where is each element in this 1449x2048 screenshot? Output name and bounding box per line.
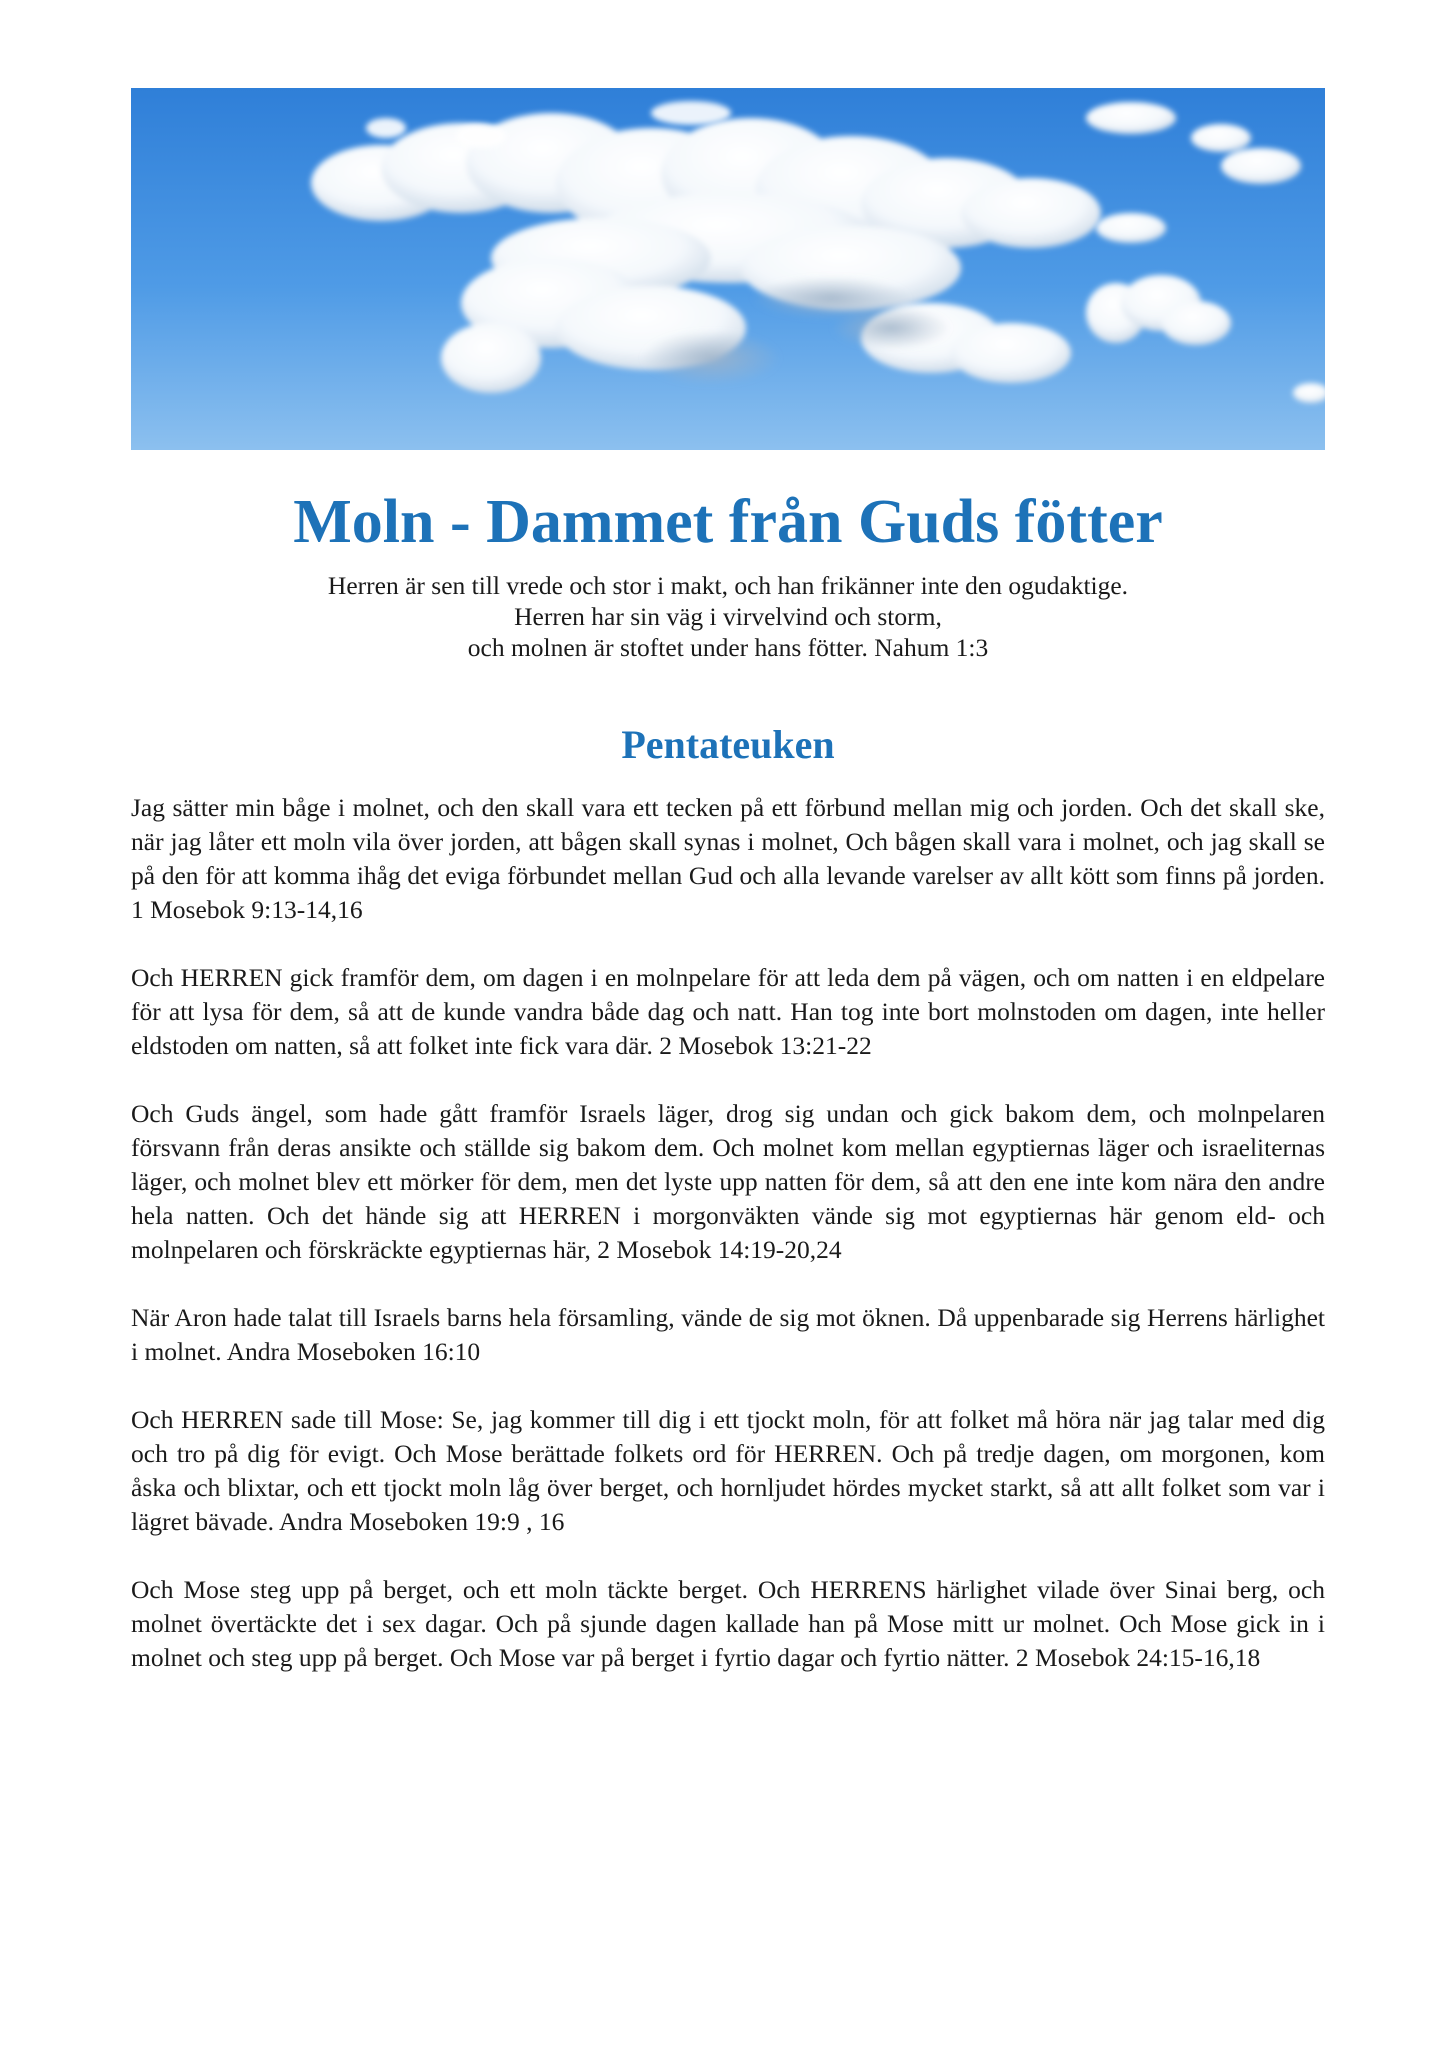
scripture-passage: Och Guds ängel, som hade gått framför Israels läger, drog sig undan och gick bakom dem, och molnpelaren försvann från deras ansikte och ställde sig bakom dem. Och molnet kom mellan egyptiernas läger och israeliternas läger, och molnet blev ett mörker för dem, men det lyste upp natten för dem, så att den ene inte kom nära den andre hela natten. Och det hände sig att HERREN i morgonväkten vände sig mot egyptiernas här genom eld- och molnpelaren och förskräckte egyptiernas här, 2 Mosebok 14:19-20,24 bbox=[131, 1099, 1325, 1264]
page-title: Moln - Dammet från Guds fötter bbox=[293, 488, 1163, 556]
scripture-passage: Och Mose steg upp på berget, och ett moln täckte berget. Och HERRENS härlighet vilade över Sinai berg, och molnet övertäckte det i sex dagar. Och på sjunde dagen kallade han på Mose mitt ur molnet. Och Mose gick in i molnet och steg upp på berget. Och Mose var på berget i fyrtio dagar och fyrtio nätter. 2 Mosebok 24:15-16,18 bbox=[131, 1575, 1325, 1672]
epigraph-line: Herren har sin väg i virvelvind och storm, bbox=[514, 602, 942, 631]
scripture-passage: När Aron hade talat till Israels barns hela församling, vände de sig mot öknen. Då uppenbarade sig Herrens härlighet i molnet. Andra Moseboken 16:10 bbox=[131, 1303, 1325, 1366]
epigraph bbox=[131, 570, 1325, 663]
section-heading: Pentateuken bbox=[621, 722, 835, 767]
document-page bbox=[131, 88, 1325, 1675]
scripture-passage: Jag sätter min båge i molnet, och den skall vara ett tecken på ett förbund mellan mig och jorden. Och det skall ske, när jag låter ett moln vila över jorden, att bågen skall synas i molnet, Och bågen skall vara i molnet, och jag skall se på den för att komma ihåg det eviga förbundet mellan Gud och alla levande varelser av allt kött som finns på jorden. 1 Mosebok 9:13-14,16 bbox=[131, 793, 1325, 924]
scripture-passage: Och HERREN gick framför dem, om dagen i en molnpelare för att leda dem på vägen, och om natten i en eldpelare för att lysa för dem, så att de kunde vandra både dag och natt. Han tog inte bort molnstoden om dagen, inte heller eldstoden om natten, så att folket inte fick vara där. 2 Mosebok 13:21-22 bbox=[131, 963, 1325, 1060]
scripture-passage: Och HERREN sade till Mose: Se, jag kommer till dig i ett tjockt moln, för att folket må höra när jag talar med dig och tro på dig för evigt. Och Mose berättade folkets ord för HERREN. Och på tredje dagen, om morgonen, kom åska och blixtar, och ett tjockt moln låg över berget, och hornljudet hördes mycket starkt, så att allt folket som var i lägret bävade. Andra Moseboken 19:9 , 16 bbox=[131, 1405, 1325, 1536]
sky-banner-image bbox=[131, 88, 1325, 450]
epigraph-line: och molnen är stoftet under hans fötter. Nahum 1:3 bbox=[467, 633, 989, 662]
epigraph-line: Herren är sen till vrede och stor i makt, och han frikänner inte den ogudaktige. bbox=[327, 571, 1129, 600]
